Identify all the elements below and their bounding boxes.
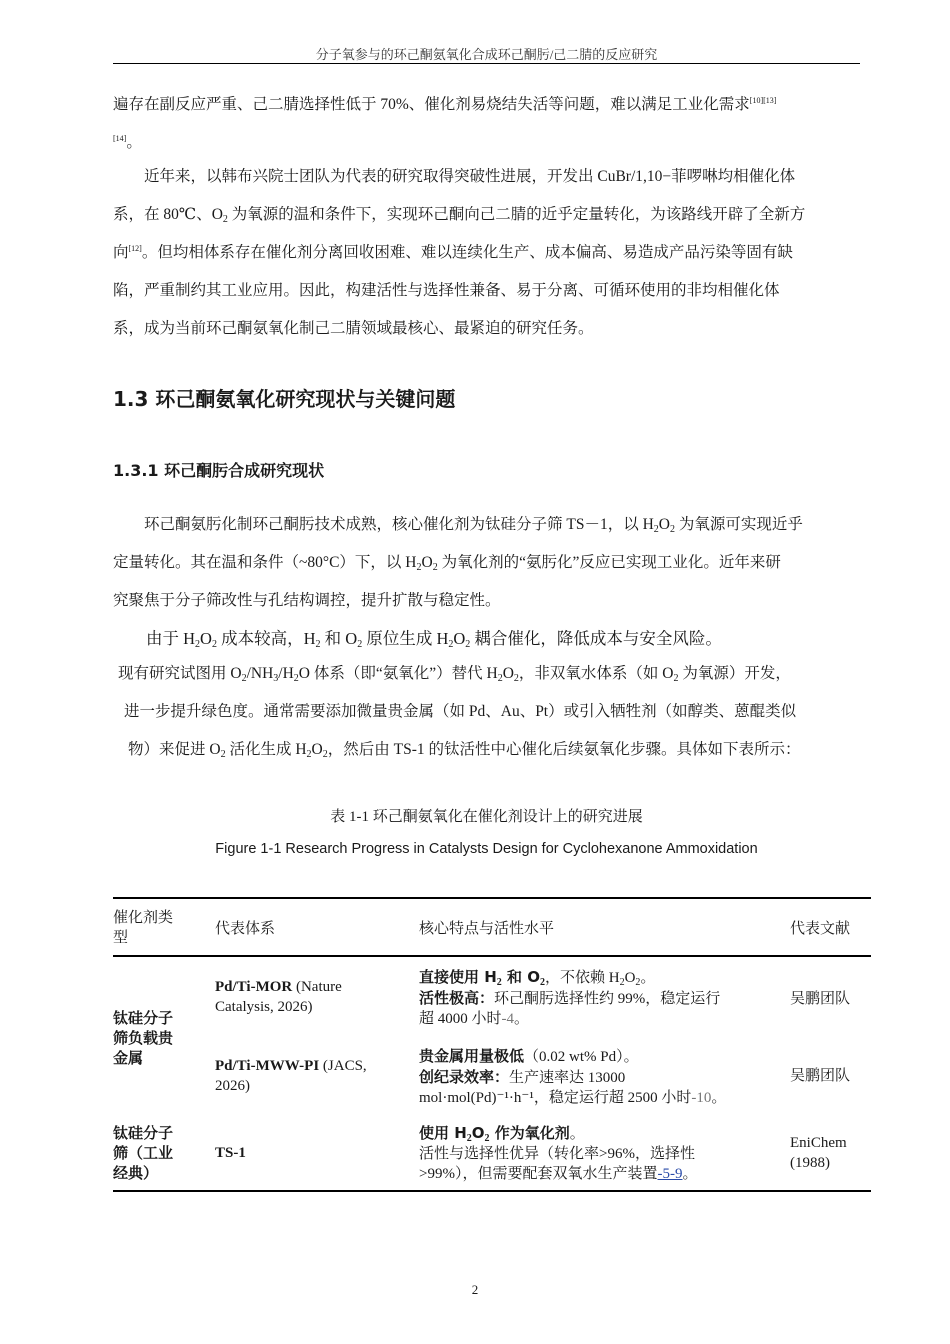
table-cell-features: 使用 $H_2O_2$ 作为氧化剂。 活性与选择性优异（转化率>96%，选择性 >99%），但需要配套双氧水生产装置-5-9。	[419, 1124, 698, 1182]
table-group-label: 钛硅分子筛（工业经典）	[113, 1124, 174, 1182]
table-header-type: 催化剂类型	[113, 910, 174, 946]
paragraph-continuation	[113, 86, 860, 162]
reference-marker: -4	[501, 1011, 515, 1027]
table-caption-cn: 表 1-1 环己酮氨氧化在催化剂设计上的研究进展	[330, 809, 643, 825]
table-cell-system: TS-1	[215, 1145, 246, 1161]
reference-link[interactable]: -5-9	[657, 1166, 683, 1182]
citation[interactable]: [10][13]	[749, 96, 777, 105]
table-cell-reference: EniChem (1988)	[790, 1135, 847, 1171]
citation[interactable]: [14]	[113, 134, 127, 143]
table-caption-en: Figure 1-1 Research Progress in Catalysts Design for Cyclohexanone Ammoxidation	[215, 841, 758, 857]
paragraph-cost	[113, 620, 860, 658]
table-cell-features: 直接使用 $H_2$ 和 $O_2$，不依赖 $H_2O_2$。 活性极高：环己酮肟选择性约 99%，稳定运行 超 4000 小时-4。	[419, 968, 721, 1027]
table-header-features: 核心特点与活性水平	[419, 921, 555, 937]
text-line: 现有研究试图用 $O_2/NH_3/H_2O$ 体系（即“氨氧化”）替代 $H_2O_2$，非双氧水体系（如 $O_2$ 为氧源）开发，	[118, 665, 791, 684]
paragraph-oxime-status	[113, 506, 860, 620]
subsection-heading: 1.3.1 环己酮肟合成研究现状	[113, 461, 325, 480]
table-cell-system: Pd/Ti-MOR (Nature Catalysis, 2026)	[215, 979, 342, 1015]
paragraph-alternatives	[118, 655, 860, 769]
table-header-rule	[113, 955, 871, 957]
table-header-reference: 代表文献	[790, 921, 851, 937]
text-line: 向[12]。但均相体系存在催化剂分离回收困难、难以连续化生产、成本偏高、易造成产品污染等固有缺	[113, 244, 793, 261]
table-cell-system: Pd/Ti-MWW-PI (JACS, 2026)	[215, 1058, 367, 1094]
paragraph-text: 遍存在副反应严重、己二腈选择性低于 70%、催化剂易烧结失活等问题，难以满足工业化需求	[113, 96, 750, 113]
table-bottom-rule	[113, 1190, 871, 1192]
table-cell-reference: 吴鹏团队	[790, 991, 851, 1007]
text-line: 进一步提升绿色度。通常需要添加微量贵金属（如 Pd、Au、Pt）或引入牺牲剂（如醇类、蒽醌类似	[124, 703, 797, 720]
page-number: 2	[471, 1282, 479, 1297]
section-heading: 1.3 环己酮氨氧化研究现状与关键问题	[113, 387, 456, 411]
table-header-system: 代表体系	[215, 921, 276, 937]
text-line: 陷，严重制约其工业应用。因此，构建活性与选择性兼备、易于分离、可循环使用的非均相催化体	[113, 282, 780, 299]
running-header: 分子氧参与的环己酮氨氧化合成环己酮肟/己二腈的反应研究	[315, 47, 658, 62]
punctuation: 。	[126, 134, 142, 151]
citation[interactable]: [12]	[128, 244, 142, 253]
paragraph-breakthrough	[113, 158, 860, 348]
header-rule	[113, 63, 860, 64]
table-group-label: 钛硅分子筛负载贵金属	[113, 1009, 174, 1067]
table-cell-reference: 吴鹏团队	[790, 1068, 851, 1084]
text-line: 系，成为当前环己酮氨氧化制己二腈领域最核心、最紧迫的研究任务。	[113, 320, 594, 337]
text-line: 环己酮氨肟化制环己酮肟技术成熟，核心催化剂为钛硅分子筛 TS－1，以 $H_2O_2$ 为氧源可实现近乎	[144, 516, 803, 535]
text-line: 定量转化。其在温和条件（~80°C）下，以 $H_2O_2$ 为氧化剂的“氨肟化”反应已实现工业化。近年来研	[113, 554, 781, 573]
table-top-rule	[113, 897, 871, 899]
reference-marker: -10	[691, 1090, 712, 1106]
text-line: 究聚焦于分子筛改性与孔结构调控，提升扩散与稳定性。	[113, 592, 501, 609]
text-line: 由于 $H_2O_2$ 成本较高，$H_2$ 和 $O_2$ 原位生成 $H_2O_2$ 耦合催化，降低成本与安全风险。	[146, 629, 722, 650]
table-cell-features: 贵金属用量极低（0.02 wt% Pd）。 创纪录效率：生产速率达 13000 mol·mol(Pd)⁻¹·h⁻¹，稳定运行超 2500 小时-10。	[419, 1047, 727, 1106]
text-line: 近年来，以韩布兴院士团队为代表的研究取得突破性进展，开发出 CuBr/1,10−菲啰啉均相催化体	[144, 168, 796, 185]
text-line: 系，在 80℃、$O_2$ 为氧源的温和条件下，实现环己酮向己二腈的近乎定量转化，为该路线开辟了全新方	[113, 206, 806, 225]
text-line: 物）来促进 $O_2$ 活化生成 $H_2O_2$，然后由 TS-1 的钛活性中心催化后续氨氧化步骤。具体如下表所示：	[128, 741, 801, 760]
